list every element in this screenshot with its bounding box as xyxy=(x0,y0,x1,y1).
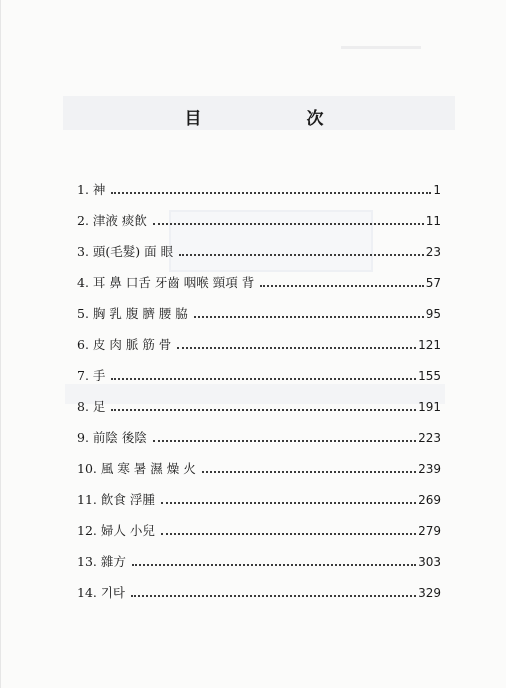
toc-page-number: 239 xyxy=(418,462,441,476)
dot-leader xyxy=(194,316,424,318)
toc-entry-label: 4. 耳 鼻 口舌 牙齒 咽喉 頸項 背 xyxy=(77,275,255,290)
dot-leader xyxy=(161,533,416,535)
toc-entry-6 xyxy=(77,335,441,355)
toc-entry-label: 7. 手 xyxy=(77,368,106,383)
toc-page-number: 279 xyxy=(418,524,441,538)
toc-entry-label: 8. 足 xyxy=(77,399,106,414)
toc-page-number: 57 xyxy=(425,276,441,290)
toc-page-number: 191 xyxy=(418,400,441,414)
toc-entry-1 xyxy=(77,180,441,200)
dot-leader xyxy=(111,409,416,411)
toc-page-number: 155 xyxy=(418,369,441,383)
toc-entry-label: 3. 頭(毛髮) 面 眼 xyxy=(77,244,174,259)
toc-entry-8 xyxy=(77,397,441,417)
toc-entry-13 xyxy=(77,552,441,572)
toc-page-number: 121 xyxy=(418,338,441,352)
toc-entry-label: 1. 神 xyxy=(77,182,106,197)
toc-page-number: 95 xyxy=(425,307,441,321)
toc-entry-label: 12. 婦人 小兒 xyxy=(77,523,155,538)
toc-entry-5 xyxy=(77,304,441,324)
toc-page-number: 303 xyxy=(418,555,441,569)
toc-entry-7 xyxy=(77,366,441,386)
dot-leader xyxy=(202,471,416,473)
bleed-through-mark xyxy=(341,46,421,49)
toc-entry-3 xyxy=(77,242,441,262)
toc-page-number: 23 xyxy=(425,245,441,259)
dot-leader xyxy=(111,192,431,194)
dot-leader xyxy=(153,223,424,225)
toc-entry-label: 10. 風 寒 暑 濕 燥 火 xyxy=(77,461,196,476)
dot-leader xyxy=(161,502,416,504)
toc-entry-14 xyxy=(77,583,441,603)
toc-entry-10 xyxy=(77,459,441,479)
toc-entry-label: 9. 前陰 後陰 xyxy=(77,430,147,445)
toc-entry-9 xyxy=(77,428,441,448)
dot-leader xyxy=(179,254,424,256)
dot-leader xyxy=(132,564,416,566)
toc-page-number: 269 xyxy=(418,493,441,507)
toc-entry-4 xyxy=(77,273,441,293)
toc-entry-label: 11. 飮食 浮腫 xyxy=(77,492,155,507)
toc-entry-12 xyxy=(77,521,441,541)
toc-page-number: 223 xyxy=(418,431,441,445)
dot-leader xyxy=(260,285,423,287)
dot-leader xyxy=(131,595,416,597)
toc-entry-label: 2. 津液 痰飮 xyxy=(77,213,147,228)
toc-page-number: 11 xyxy=(425,214,441,228)
toc-page-number: 1 xyxy=(433,183,441,197)
toc-entry-2 xyxy=(77,211,441,231)
dot-leader xyxy=(111,378,416,380)
toc-entry-label: 5. 胸 乳 腹 臍 腰 脇 xyxy=(77,306,188,321)
toc-entry-label: 6. 皮 肉 脈 筋 骨 xyxy=(77,337,172,352)
page-title: 目 次 xyxy=(184,109,368,129)
toc-page-number: 329 xyxy=(418,586,441,600)
dot-leader xyxy=(177,347,416,349)
toc-entry-11 xyxy=(77,490,441,510)
dot-leader xyxy=(153,440,416,442)
toc-entry-label: 14. 기타 xyxy=(77,585,126,600)
toc-entry-label: 13. 雜方 xyxy=(77,554,126,569)
